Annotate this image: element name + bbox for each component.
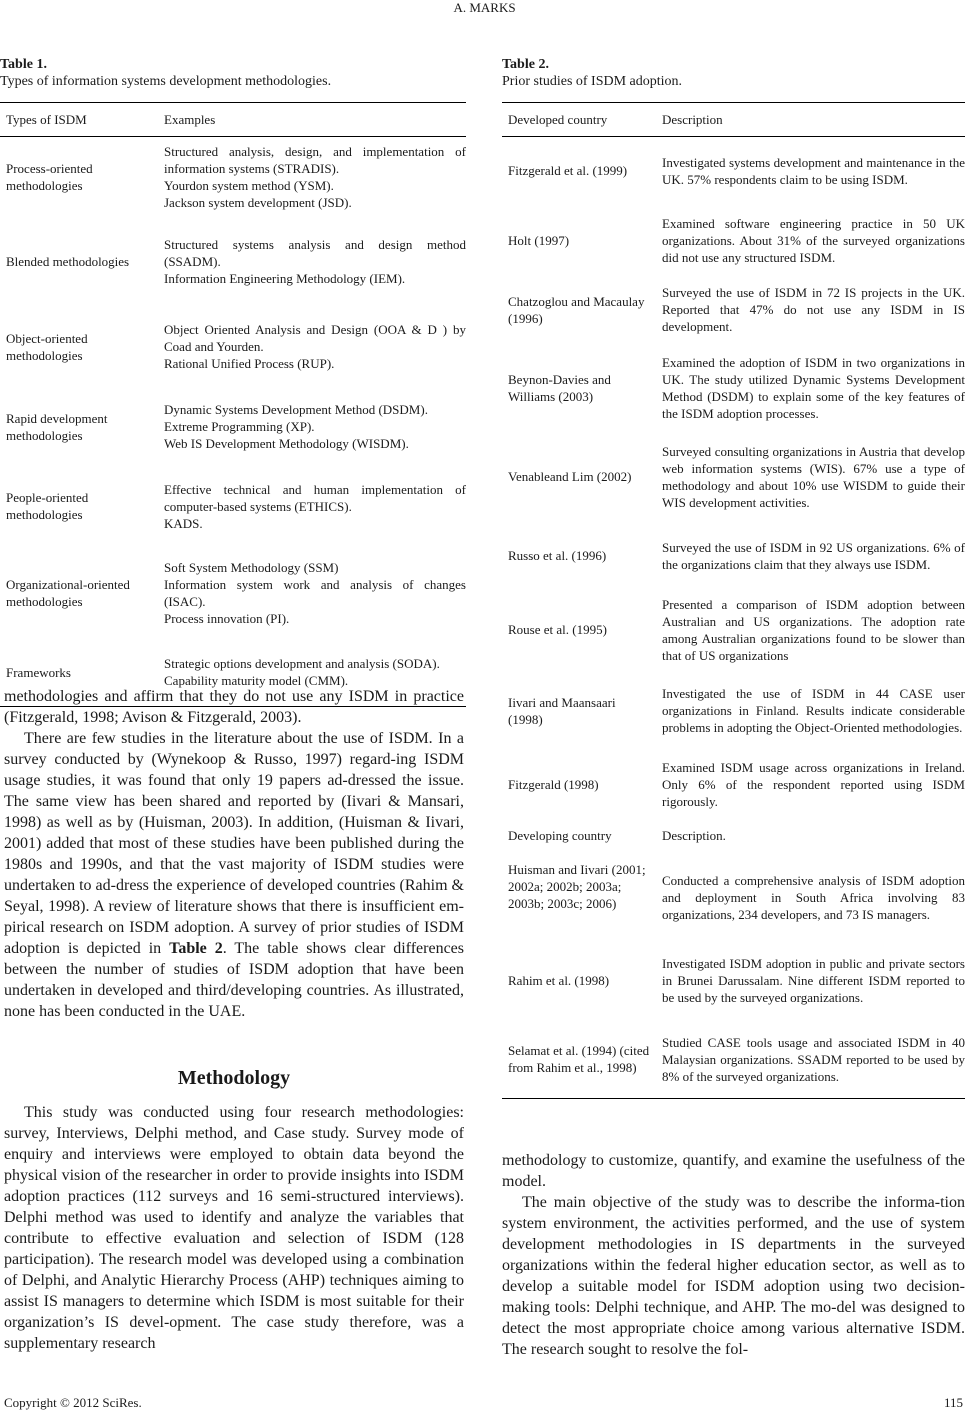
example-line: Extreme Programming (XP). xyxy=(164,419,315,434)
description-cell: Surveyed consulting organizations in Austria that develop web information systems (WIS). 67% use a type of methodology and about 10% use WISDM to guide their WIS development activities. xyxy=(662,443,965,510)
study-cell: Rouse et al. (1995) xyxy=(508,622,607,637)
table2-caption xyxy=(502,56,682,90)
isdm-type-cell: People-oriented methodologies xyxy=(6,490,89,522)
paragraph: The main objective of the study was to describe the informa-tion system environment, the activities performed, and the use of system development methodologies in IS departments in the surveyed organizations within the federal higher education sector, as well as to develop a suitable model for ISDM adoption using two decision-making tools: Delphi technique, and AHP. The mo-del was designed to detect the most appropriate choice among various alternative ISDM. The research sought to resolve the fol- xyxy=(502,1194,965,1358)
table2-row xyxy=(502,669,965,753)
description-cell: Studied CASE tools usage and associated ISDM in 40 Malaysian organizations. SSADM reported to be used by 8% of the surveyed organizations. xyxy=(656,1021,965,1099)
description-cell: Examined software engineering practice in 50 UK organizations. About 31% of the surveyed organizations did not use any structured ISDM. xyxy=(662,216,965,265)
table1-row xyxy=(0,465,466,548)
table2-caption-label: Table 2. xyxy=(502,57,549,72)
isdm-type-cell: Rapid development methodologies xyxy=(6,410,108,443)
isdm-type-cell: Organizational-oriented methodologies xyxy=(6,577,130,609)
paragraph xyxy=(4,728,464,1022)
table1-row xyxy=(0,305,466,389)
table2-reference: Table 2 xyxy=(169,940,223,957)
table2-row xyxy=(502,855,965,941)
table2-row xyxy=(502,343,965,433)
study-cell: Developing country xyxy=(508,828,612,843)
table1 xyxy=(0,102,466,707)
study-cell: Venableand Lim (2002) xyxy=(508,469,632,484)
description-cell: Investigated systems development and maintenance in the UK. 57% respondents claim to be using ISDM. xyxy=(662,154,965,187)
table1-row xyxy=(0,548,466,639)
paragraph: This study was conducted using four research methodologies: survey, Interviews, Delphi method, and Case study. Survey mode of enquiry and interviews were employed to obtain data beyond the physical vision of the researcher in order to provide insights into ISDM adoption practices (112 surveys and 16 semi-structured interviews). Delphi method was used to identify and analyze the variables that contribute to effective evaluation and selection of ISDM (128 participation). The research model was developed using a combination of Delphi, and Analytic Hierarchy Process (AHP) techniques aiming to assist IS managers to determine which ISDM is most suitable for their organization’s IS devel-opment. The case study therefore, was a supplementary research xyxy=(4,1104,464,1352)
table2-row xyxy=(502,753,965,817)
table2-row xyxy=(502,137,965,205)
table2-caption-text: Prior studies of ISDM adoption. xyxy=(502,74,683,89)
table1-caption-label: Table 1. xyxy=(0,57,47,72)
isdm-examples-cell xyxy=(158,548,466,639)
table2-row xyxy=(502,205,965,277)
table2-header-country: Developed country xyxy=(502,103,656,137)
left-body-top xyxy=(4,686,464,1022)
study-cell: Huisman and Iivari (2001; 2002a; 2002b; 2003a; 2003b; 2003c; 2006) xyxy=(508,861,646,911)
isdm-examples-cell xyxy=(158,389,466,465)
example-line: Jackson system development (JSD). xyxy=(164,195,352,211)
description-cell: Conducted a comprehensive analysis of ISDM adoption and deployment in South Africa involving 83 organizations, 234 developers, and 73 IS managers. xyxy=(662,873,965,922)
isdm-type-cell: Frameworks xyxy=(0,639,158,707)
example-line: Information system work and analysis of changes (ISAC). xyxy=(164,577,466,609)
example-line: Information Engineering Methodology (IEM). xyxy=(164,270,406,286)
table2 xyxy=(502,102,965,1099)
right-body xyxy=(502,1150,965,1360)
example-line: Rational Unified Process (RUP). xyxy=(164,356,335,371)
table2-row xyxy=(502,1021,965,1099)
isdm-type-cell: Object-oriented methodologies xyxy=(6,330,88,363)
example-line: Structured analysis, design, and implementation of information systems (STRADIS). xyxy=(164,144,466,177)
table2-header-description: Description xyxy=(656,103,965,137)
study-cell: Holt (1997) xyxy=(508,233,570,248)
isdm-examples-cell xyxy=(158,305,466,389)
description-cell: Surveyed the use of ISDM in 92 US organizations. 6% of the organizations claim that they always use ISDM. xyxy=(662,539,965,572)
table1-row xyxy=(0,137,466,218)
description-cell: Investigated the use of ISDM in 44 CASE user organizations in Finland. Results indicate considerable problems in adopting the Object-Oriented methodologies. xyxy=(662,686,965,735)
table2-subheader-row xyxy=(502,817,965,855)
table1-body xyxy=(0,137,466,707)
isdm-type-cell: Process-oriented methodologies xyxy=(6,161,93,194)
example-line: Soft System Methodology (SSM) xyxy=(164,560,339,575)
page-number: 115 xyxy=(943,1395,963,1410)
table2-body xyxy=(502,137,965,1099)
description-cell: Examined ISDM usage across organizations in Ireland. Only 6% of the respondent reported using ISDM rigorously. xyxy=(662,760,965,809)
isdm-examples-cell xyxy=(158,465,466,548)
description-cell: Surveyed the use of ISDM in 72 IS projects in the UK. Reported that 47% do not use any ISDM in IS development. xyxy=(662,285,965,334)
paragraph: methodology to customize, quantify, and examine the usefulness of the model. xyxy=(502,1152,965,1190)
example-line: Process innovation (PI). xyxy=(164,611,290,626)
section-heading: Methodology xyxy=(177,1067,291,1089)
example-line: Yourdon system method (YSM). xyxy=(164,178,334,194)
description-cell: Investigated ISDM adoption in public and private sectors in Brunei Darussalam. Nine different ISDM reported to be used by the surveyed organizations. xyxy=(662,956,965,1005)
isdm-examples-cell xyxy=(158,218,466,305)
study-cell: Chatzoglou and Macaulay (1996) xyxy=(508,293,645,326)
table2-row xyxy=(502,591,965,669)
paragraph: methodologies and affirm that they do not use any ISDM in practice (Fitzgerald, 1998; Avison & Fitzgerald, 2003). xyxy=(4,688,464,726)
study-cell: Beynon-Davies and Williams (2003) xyxy=(508,371,611,404)
text-run: . The table shows clear differences between the number of studies of ISDM adoption that have been undertaken in developed and third/developing countries. As illustrated, none has been conducted in the UAE. xyxy=(4,940,465,1020)
table2-row xyxy=(502,433,965,521)
description-cell: Presented a comparison of ISDM adoption between Australian and US organizations. The adoption rate among Australian organizations found to be slower than that of US organizations xyxy=(662,596,965,663)
table2-row xyxy=(502,521,965,591)
table1-header-examples: Examples xyxy=(158,103,466,137)
table1-header-row xyxy=(0,103,466,137)
example-line: Effective technical and human implementation of computer-based systems (ETHICS). xyxy=(164,481,466,514)
example-line: Web IS Development Methodology (WISDM). xyxy=(164,436,409,451)
study-cell: Fitzgerald et al. (1999) xyxy=(508,163,628,179)
table1-row xyxy=(0,389,466,465)
table1-row xyxy=(0,218,466,305)
description-cell: Examined the adoption of ISDM in two organizations in UK. The study utilized Dynamic Systems Development Method (DSDM) to explain some of the key features of the ISDM adoption processes. xyxy=(662,354,965,421)
study-cell: Russo et al. (1996) xyxy=(508,548,607,563)
table2-row xyxy=(502,941,965,1021)
example-line: KADS. xyxy=(164,515,203,531)
table1-caption-text: Types of information systems development methodologies. xyxy=(0,74,332,89)
example-line: Strategic options development and analysis (SODA). xyxy=(164,656,440,672)
isdm-type-cell: Blended methodologies xyxy=(6,253,130,269)
text-run: There are few studies in the literature about the use of ISDM. In a survey conducted by (Wynekoop & Russo, 1997) regard-ing ISDM usage studies, it was found that only 19 papers ad-dressed the issue. The same view has been shared and reported by (Iivari & Mansari, 1998) as well as by (Huisman, 2003). In addition, (Huisman & Iivari, 2001) added that most of these studies have been published during the 1980s and 1990s, and that the vast majority of ISDM studies were undertaken to ad-dress the experience of developed countries (Rahim & Seyal, 1998). A review of literature shows that there is insufficient em-pirical research on ISDM adoption. A survey of prior studies of ISDM adoption is depicted in xyxy=(4,730,464,957)
running-head: A. MARKS xyxy=(453,0,516,15)
study-cell: Iivari and Maansaari (1998) xyxy=(508,694,616,727)
isdm-examples-cell xyxy=(158,137,466,218)
table1-caption xyxy=(0,56,331,90)
study-cell: Rahim et al. (1998) xyxy=(508,973,610,988)
example-line: Capability maturity model (CMM). xyxy=(164,673,349,689)
table2-header-row xyxy=(502,103,965,137)
table1-header-types: Types of ISDM xyxy=(0,103,158,137)
study-cell: Fitzgerald (1998) xyxy=(508,777,599,792)
copyright: Copyright © 2012 SciRes. xyxy=(4,1395,142,1410)
example-line: Dynamic Systems Development Method (DSDM). xyxy=(164,402,428,417)
table2-row xyxy=(502,277,965,343)
example-line: Object Oriented Analysis and Design (OOA & D ) by Coad and Yourden. xyxy=(164,322,466,354)
study-cell: Selamat et al. (1994) (cited from Rahim et al., 1998) xyxy=(502,1021,656,1099)
example-line: Structured systems analysis and design method (SSADM). xyxy=(164,236,466,269)
left-body-bottom xyxy=(4,1102,464,1354)
description-cell: Description. xyxy=(662,828,726,843)
